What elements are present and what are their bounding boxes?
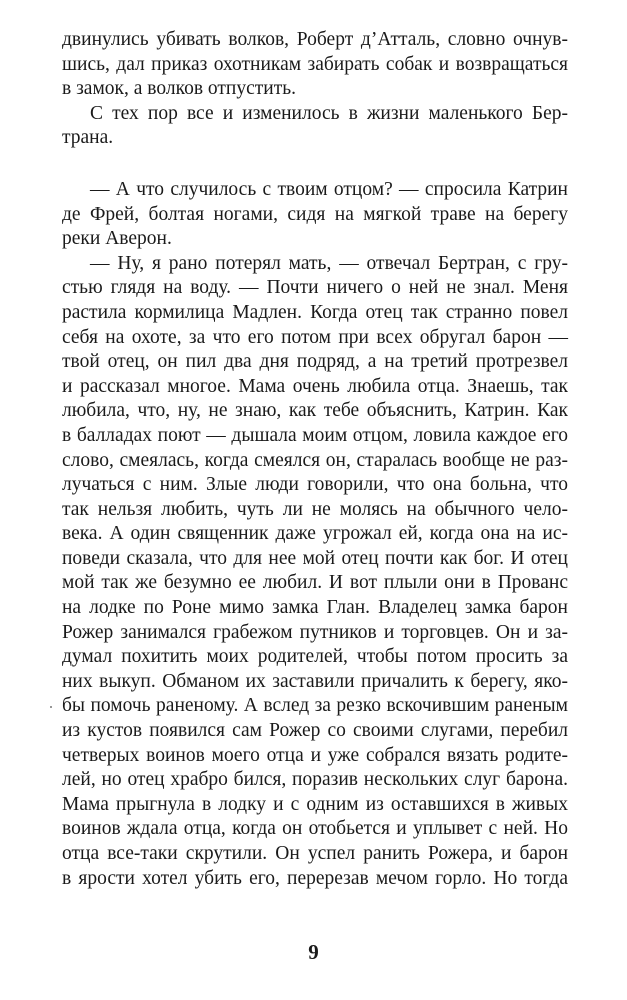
text-line: — Ну, я рано потерял мать, — отвечал Бертран, с гру- [90, 252, 568, 274]
text-line: в ярости хотел убить его, перерезав мечом горло. Но тогда [62, 867, 568, 889]
text-line: из кустов появился сам Рожер со своими слугами, перебил [62, 720, 568, 742]
text-line: воинов ждала отца, когда он отобьется и уплывет с ней. Но [62, 818, 568, 840]
text-line: двинулись убивать волков, Роберт д’Атталь, словно очнув- [62, 29, 568, 50]
text-line: де Фрей, болтая ногами, сидя на мягкой траве на берегу [62, 203, 568, 225]
text-line: реки Аверон. [62, 228, 172, 250]
text-line: века. А один священник даже угрожал ей, когда она на ис- [62, 523, 568, 545]
text-line: в замок, а волков отпустить. [62, 78, 296, 100]
section-gap [62, 151, 568, 178]
text-line: — А что случилось с твоим отцом? — спросила Катрин [90, 178, 568, 200]
text-line: себя на охоте, за что его потом при всех обругал барон — [62, 326, 568, 348]
text-line: трана. [62, 127, 114, 149]
text-line: слово, смеялась, когда смеялся он, старалась вообще не раз- [62, 449, 568, 471]
text-line: лей, но отец храбро бился, поразив нескольких слуг барона. [62, 769, 568, 791]
text-line: в балладах поют — дышала моим отцом, ловила каждое его [62, 424, 568, 446]
text-line: думал похитить моих родителей, чтобы потом просить за [62, 646, 568, 668]
text-line: мой так же безумно ее любил. И вот плыли они в Прованс [62, 572, 568, 594]
text-line: них выкуп. Обманом их заставили причалить к берегу, яко- [62, 670, 568, 692]
text-line: отца все-таки скрутили. Он успел ранить Рожера, и барон [62, 843, 568, 864]
text-line: лучаться с ним. Злые люди говорили, что она больна, что [62, 474, 568, 496]
text-line: твой отец, он пил два дня подряд, а на третий протрезвел [62, 351, 568, 373]
text-line: С тех пор все и изменилось в жизни маленького Бер- [90, 102, 568, 124]
text-line: так нельзя любить, чуть ли не молясь на обычного чело- [62, 498, 568, 520]
text-line: любила, что, ну, не знаю, как тебе объяснить, Катрин. Как [62, 400, 568, 422]
text-line: шись, дал приказ охотникам забирать собак и возвращаться [62, 53, 568, 75]
print-speck [50, 706, 52, 708]
text-line: стью глядя на воду. — Почти ничего о ней не знал. Меня [62, 277, 568, 299]
text-line: растила кормилица Мадлен. Когда отец так странно повел [62, 301, 568, 323]
text-line: и рассказал многое. Мама очень любила отца. Знаешь, так [62, 375, 568, 397]
text-line: поведи сказала, что для нее мой отец почти как бог. И отец [62, 547, 568, 569]
text-line: на лодке по Роне мимо замка Глан. Владелец замка барон [62, 597, 568, 619]
page-number: 9 [308, 940, 319, 964]
text-line: четверых воинов моего отца и уже собрался вязать родите- [62, 744, 568, 766]
text-line: бы помочь раненому. А вслед за резко вскочившим раненым [62, 695, 568, 717]
page-text [62, 28, 568, 891]
paragraph [62, 178, 568, 252]
text-line: Мама прыгнула в лодку и с одним из оставшихся в живых [62, 793, 568, 815]
paragraph [62, 28, 568, 102]
text-line: Рожер занимался грабежом путников и торговцев. Он и за- [62, 621, 568, 643]
paragraph [62, 252, 568, 891]
paragraph [62, 102, 568, 151]
